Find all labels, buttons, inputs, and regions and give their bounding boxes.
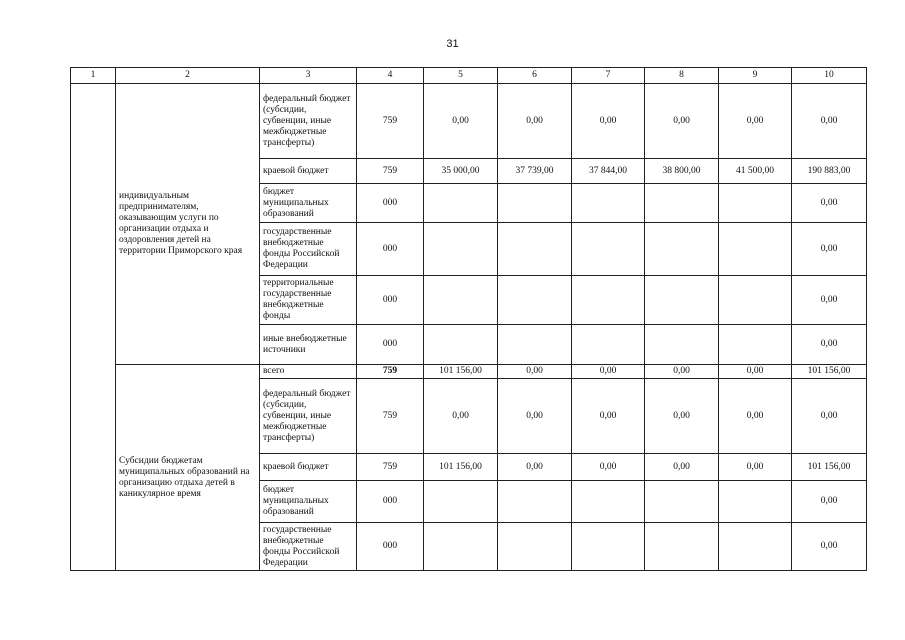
header-cell: 1: [71, 68, 116, 84]
amount-cell: 41 500,00: [719, 159, 792, 184]
amount-cell: 0,00: [645, 454, 719, 481]
funding-source-cell: государственные внебюджетные фонды Российской Федерации: [260, 223, 357, 276]
amount-cell: [424, 276, 498, 325]
amount-cell: [645, 481, 719, 523]
description-text: Субсидии бюджетам муниципальных образований на организацию отдыха детей в каникулярное время: [119, 456, 250, 499]
amount-cell: 0,00: [645, 84, 719, 159]
amount-cell: 37 739,00: [498, 159, 572, 184]
amount-cell: [719, 223, 792, 276]
amount-cell: 0,00: [572, 84, 645, 159]
funding-source-cell: всего: [260, 365, 357, 379]
funding-source-cell: иные внебюджетные источники: [260, 325, 357, 365]
funding-source-cell: государственные внебюджетные фонды Российской Федерации: [260, 523, 357, 571]
amount-cell: [498, 184, 572, 223]
amount-cell: 0,00: [792, 184, 867, 223]
amount-cell: 0,00: [719, 379, 792, 454]
amount-cell: [645, 523, 719, 571]
amount-cell: [498, 223, 572, 276]
amount-cell: [572, 276, 645, 325]
amount-cell: [645, 276, 719, 325]
header-cell: 7: [572, 68, 645, 84]
amount-cell: [719, 184, 792, 223]
funding-source-cell: федеральный бюджет (субсидии, субвенции, иные межбюджетные трансферты): [260, 84, 357, 159]
header-cell: 2: [116, 68, 260, 84]
amount-cell: [424, 325, 498, 365]
amount-cell: 0,00: [792, 325, 867, 365]
header-cell: 5: [424, 68, 498, 84]
code-cell: 000: [357, 276, 424, 325]
amount-cell: [572, 481, 645, 523]
header-cell: 3: [260, 68, 357, 84]
amount-cell: 0,00: [498, 454, 572, 481]
funding-source-cell: территориальные государственные внебюджетные фонды: [260, 276, 357, 325]
code-cell: 000: [357, 223, 424, 276]
amount-cell: 0,00: [719, 365, 792, 379]
amount-cell: 35 000,00: [424, 159, 498, 184]
amount-cell: 0,00: [498, 84, 572, 159]
header-cell: 10: [792, 68, 867, 84]
amount-cell: 0,00: [792, 276, 867, 325]
funding-source-cell: бюджет муниципальных образований: [260, 481, 357, 523]
page-number: 31: [446, 38, 459, 50]
table-body: [71, 68, 867, 571]
amount-cell: 0,00: [792, 84, 867, 159]
amount-cell: [719, 481, 792, 523]
amount-cell: 0,00: [719, 84, 792, 159]
amount-cell: [572, 184, 645, 223]
amount-cell: 0,00: [792, 481, 867, 523]
amount-cell: [572, 325, 645, 365]
code-cell: 000: [357, 325, 424, 365]
amount-cell: 0,00: [792, 523, 867, 571]
code-cell: 000: [357, 523, 424, 571]
amount-cell: 0,00: [572, 379, 645, 454]
funding-source-cell: федеральный бюджет (субсидии, субвенции, иные межбюджетные трансферты): [260, 379, 357, 454]
amount-cell: 0,00: [498, 365, 572, 379]
amount-cell: 101 156,00: [424, 454, 498, 481]
table-row: [71, 365, 867, 379]
amount-cell: 0,00: [498, 379, 572, 454]
budget-table: [70, 67, 867, 571]
code-cell: 759: [357, 454, 424, 481]
amount-cell: 0,00: [719, 454, 792, 481]
description-cell: [116, 365, 260, 571]
amount-cell: [645, 223, 719, 276]
amount-cell: 37 844,00: [572, 159, 645, 184]
amount-cell: [424, 481, 498, 523]
amount-cell: 0,00: [792, 223, 867, 276]
amount-cell: [719, 276, 792, 325]
amount-cell: 38 800,00: [645, 159, 719, 184]
amount-cell: [498, 325, 572, 365]
header-row: [71, 68, 867, 84]
amount-cell: [498, 523, 572, 571]
code-cell: 759: [357, 84, 424, 159]
amount-cell: 0,00: [572, 454, 645, 481]
description-text: индивидуальным предпринимателям, оказывающим услуги по организации отдыха и оздоровления детей на территории Приморского края: [119, 191, 243, 256]
table-row: [71, 84, 867, 159]
amount-cell: 0,00: [424, 379, 498, 454]
amount-cell: [719, 325, 792, 365]
code-cell: 000: [357, 481, 424, 523]
amount-cell: 0,00: [645, 365, 719, 379]
amount-cell: [498, 481, 572, 523]
amount-cell: [645, 184, 719, 223]
amount-cell: [498, 276, 572, 325]
code-cell: 759: [357, 379, 424, 454]
amount-cell: 101 156,00: [792, 454, 867, 481]
code-cell: 759: [357, 365, 424, 379]
funding-source-cell: краевой бюджет: [260, 159, 357, 184]
funding-source-cell: краевой бюджет: [260, 454, 357, 481]
amount-cell: [424, 184, 498, 223]
amount-cell: [572, 223, 645, 276]
amount-cell: [424, 523, 498, 571]
description-cell: [116, 84, 260, 365]
amount-cell: 0,00: [645, 379, 719, 454]
header-cell: 6: [498, 68, 572, 84]
amount-cell: [719, 523, 792, 571]
amount-cell: 190 883,00: [792, 159, 867, 184]
amount-cell: [645, 325, 719, 365]
number-cell: [71, 84, 116, 571]
amount-cell: [572, 523, 645, 571]
header-cell: 8: [645, 68, 719, 84]
amount-cell: 101 156,00: [424, 365, 498, 379]
amount-cell: 101 156,00: [792, 365, 867, 379]
amount-cell: 0,00: [572, 365, 645, 379]
amount-cell: 0,00: [792, 379, 867, 454]
amount-cell: [424, 223, 498, 276]
header-cell: 9: [719, 68, 792, 84]
header-cell: 4: [357, 68, 424, 84]
funding-source-cell: бюджет муниципальных образований: [260, 184, 357, 223]
amount-cell: 0,00: [424, 84, 498, 159]
code-cell: 000: [357, 184, 424, 223]
code-cell: 759: [357, 159, 424, 184]
